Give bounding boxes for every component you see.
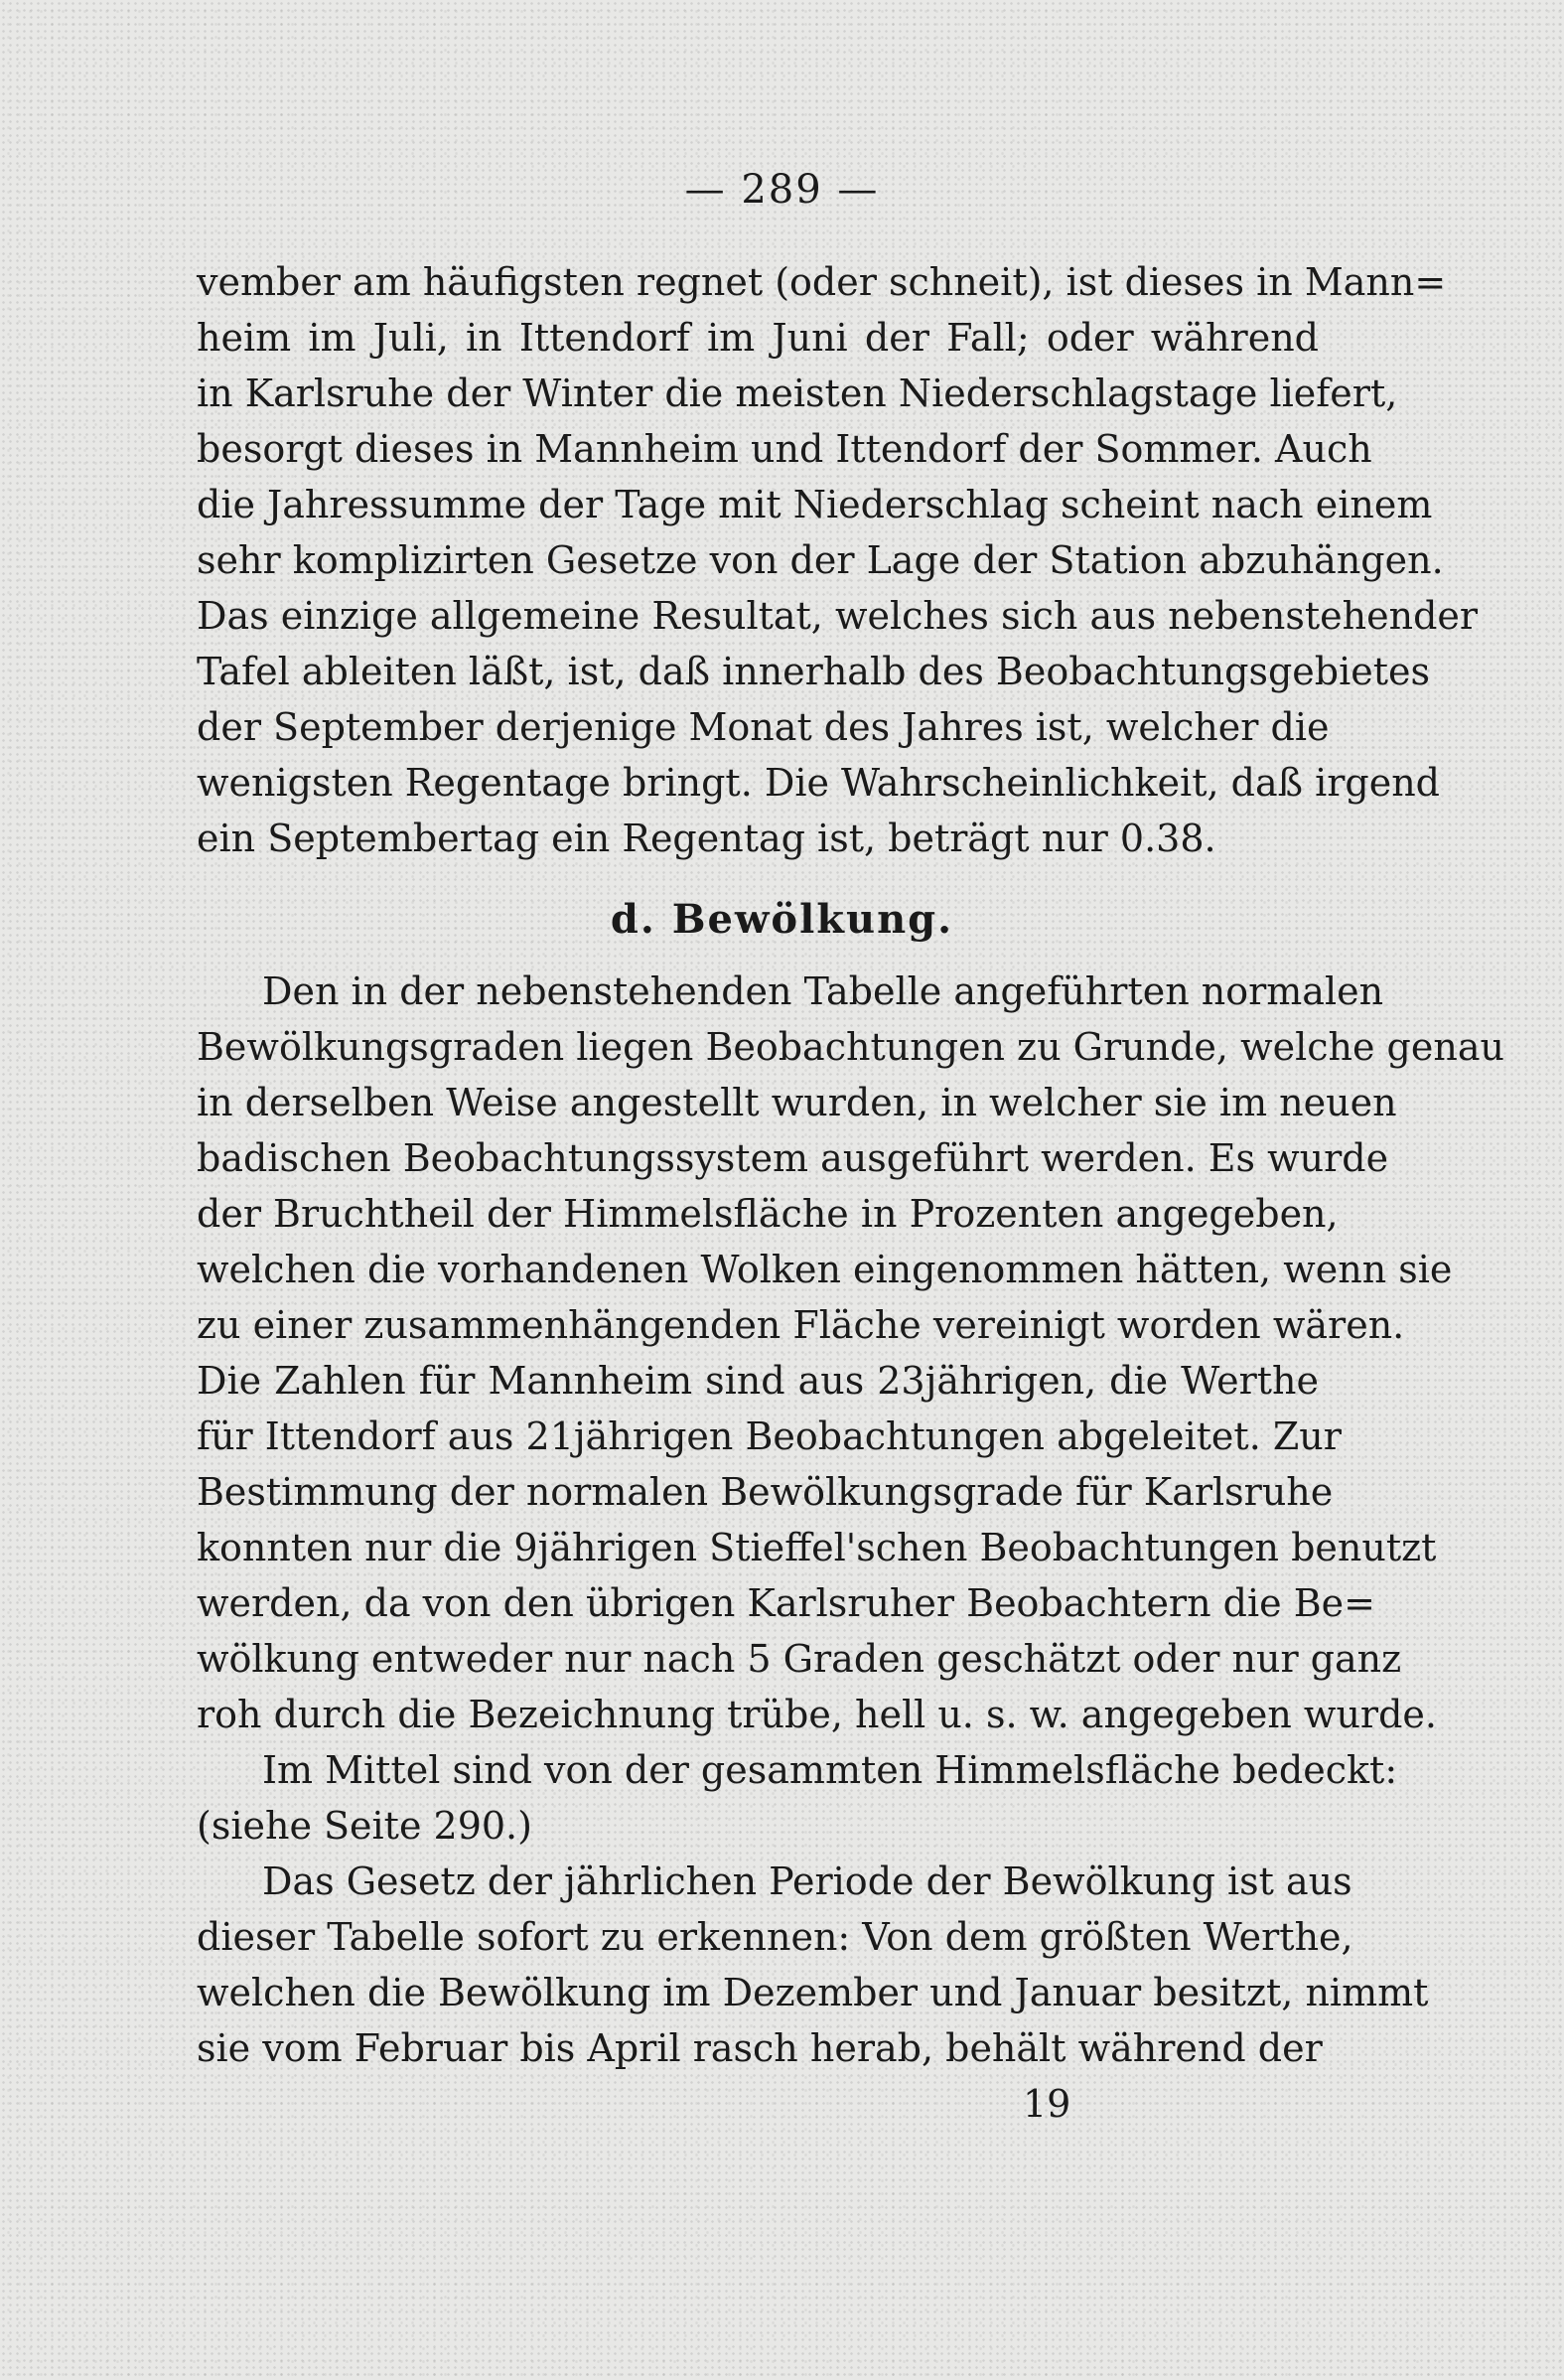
text-line: werden, da von den übrigen Karlsruher Beobachtern die Be= xyxy=(197,1581,1375,1625)
signature-mark: 19 xyxy=(1023,2082,1071,2126)
paragraph-precipitation xyxy=(197,254,1479,866)
text-line: in Karlsruhe der Winter die meisten Niederschlagstage liefert, xyxy=(197,372,1398,415)
text-line: besorgt dieses in Mannheim und Ittendorf der Sommer. Auch xyxy=(197,427,1372,471)
text-line: die Jahressumme der Tage mit Niederschlag scheint nach einem xyxy=(197,483,1433,526)
paragraph-cloudiness xyxy=(197,964,1504,2076)
text-line: heim im Juli, in Ittendorf im Juni der Fall; oder während xyxy=(197,316,1319,360)
page-number: — 289 — xyxy=(684,167,880,213)
text-line: in derselben Weise angestellt wurden, in welcher sie im neuen xyxy=(197,1081,1397,1124)
text-line: der September derjenige Monat des Jahres ist, welcher die xyxy=(197,705,1330,749)
text-line: Das einzige allgemeine Resultat, welches sich aus nebenstehender xyxy=(197,594,1479,638)
text-line: (siehe Seite 290.) xyxy=(197,1804,532,1848)
text-line: sehr komplizirten Gesetze von der Lage der Station abzuhängen. xyxy=(197,538,1444,582)
text-line: wölkung entweder nur nach 5 Graden geschätzt oder nur ganz xyxy=(197,1637,1402,1681)
text-line: badischen Beobachtungssystem ausgeführt werden. Es wurde xyxy=(197,1136,1389,1180)
text-line: welchen die vorhandenen Wolken eingenommen hätten, wenn sie xyxy=(197,1248,1453,1291)
text-line: Das Gesetz der jährlichen Periode der Bewölkung ist aus xyxy=(262,1859,1352,1903)
text-line: sie vom Februar bis April rasch herab, behält während der xyxy=(197,2026,1323,2070)
section-heading: d. Bewölkung. xyxy=(610,896,954,943)
text-line: der Bruchtheil der Himmelsfläche in Prozenten angegeben, xyxy=(197,1192,1339,1236)
text-line: roh durch die Bezeichnung trübe, hell u. s. w. angegeben wurde. xyxy=(197,1693,1437,1736)
text-line: wenigsten Regentage bringt. Die Wahrscheinlichkeit, daß irgend xyxy=(197,761,1440,805)
text-line: für Ittendorf aus 21jährigen Beobachtungen abgeleitet. Zur xyxy=(197,1414,1342,1458)
text-line: Bewölkungsgraden liegen Beobachtungen zu Grunde, welche genau xyxy=(197,1025,1504,1069)
text-line: ein Septembertag ein Regentag ist, beträgt nur 0.38. xyxy=(197,817,1216,860)
text-line: zu einer zusammenhängenden Fläche vereinigt worden wären. xyxy=(197,1303,1405,1347)
text-line: Bestimmung der normalen Bewölkungsgrade für Karlsruhe xyxy=(197,1470,1334,1514)
text-line: Im Mittel sind von der gesammten Himmelsfläche bedeckt: xyxy=(262,1748,1398,1792)
text-line: welchen die Bewölkung im Dezember und Januar besitzt, nimmt xyxy=(197,1971,1429,2014)
text-line: vember am häufigsten regnet (oder schneit), ist dieses in Mann= xyxy=(197,260,1447,304)
text-line: Die Zahlen für Mannheim sind aus 23jährigen, die Werthe xyxy=(197,1359,1319,1403)
text-line: konnten nur die 9jährigen Stieffel'schen Beobachtungen benutzt xyxy=(197,1526,1437,1569)
text-line: Den in der nebenstehenden Tabelle angeführten normalen xyxy=(262,969,1384,1013)
text-line: dieser Tabelle sofort zu erkennen: Von dem größten Werthe, xyxy=(197,1915,1353,1959)
text-line: Tafel ableiten läßt, ist, daß innerhalb des Beobachtungsgebietes xyxy=(197,650,1431,693)
